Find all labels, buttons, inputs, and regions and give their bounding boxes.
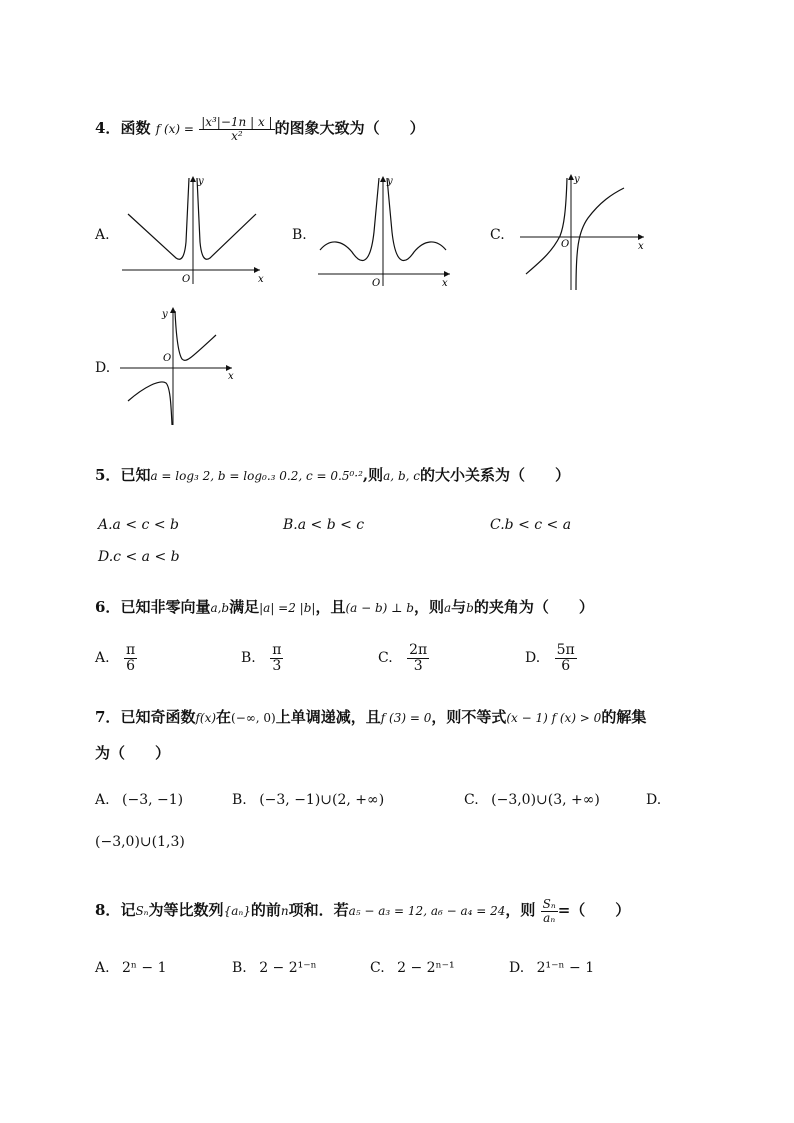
q6-perpendicular: (a − b) ⊥ b — [345, 601, 414, 615]
curve-right — [175, 311, 216, 360]
fraction-denominator: 6 — [126, 657, 136, 674]
q6-stem — [95, 596, 594, 617]
q8-option-b — [232, 960, 317, 976]
q7-text1: 已知奇函数 — [120, 708, 196, 726]
q7-text5: 的解集 — [601, 708, 647, 726]
q4-option-d-label: D. — [95, 360, 111, 376]
fraction-numerator: 2π — [409, 642, 428, 658]
curve-right — [387, 178, 446, 261]
q6-condition: |a| =2 |b| — [259, 601, 316, 615]
q8-option-b-value: 2 − 2¹⁻ⁿ — [259, 960, 317, 976]
q5-option-c: C.b < c < a — [490, 517, 572, 533]
q7-f3: f (3) = 0 — [380, 711, 432, 725]
q8-text3: 的前 — [250, 901, 281, 920]
curve-left — [128, 178, 189, 259]
x-axis-arrow — [444, 271, 450, 277]
curve-right — [576, 188, 624, 290]
q5-number: 5． — [95, 466, 121, 484]
y-label: y — [162, 309, 168, 320]
y-label: y — [198, 176, 204, 187]
q7-stem — [95, 706, 646, 727]
q8-number: 8． — [95, 901, 121, 920]
q4-graph-b — [316, 172, 456, 290]
q8-option-d-label: D. — [509, 960, 525, 976]
q4-prefix: 函数 — [120, 119, 151, 138]
curve-right — [197, 178, 256, 259]
q6-text4: ，则 — [413, 598, 444, 616]
q8-fraction — [541, 898, 558, 924]
curve-left — [128, 382, 172, 425]
q8-option-c-label: C. — [370, 960, 385, 976]
q4-denominator: x² — [231, 128, 243, 143]
fraction-denominator: 3 — [272, 657, 282, 674]
q8-option-d-value: 2¹⁻ⁿ − 1 — [536, 960, 595, 976]
q6-vector-b: b — [466, 601, 474, 615]
y-label: y — [387, 176, 393, 187]
q8-option-d — [509, 960, 594, 976]
q6-option-b-label: B. — [241, 650, 256, 667]
q6-option-a-label: A. — [95, 650, 110, 667]
q4-suffix: 的图象大致为（ ） — [274, 119, 425, 138]
q8-option-c — [370, 960, 455, 976]
fraction-denominator: 6 — [561, 657, 571, 674]
q4-option-c-label: C. — [490, 227, 505, 243]
x-axis-arrow — [638, 234, 644, 240]
q6-option-a — [95, 643, 137, 673]
q5-vars: a, b, c — [383, 469, 420, 483]
q7-text4: ，则不等式 — [431, 708, 507, 726]
q8-option-c-value: 2 − 2ⁿ⁻¹ — [397, 960, 455, 976]
curve-left — [526, 178, 570, 274]
q6-option-d — [525, 643, 577, 673]
q7-interval: (−∞, 0) — [231, 711, 276, 725]
q6-text5: 与 — [451, 598, 467, 616]
q8-option-a — [95, 960, 167, 976]
fraction-denominator: 3 — [413, 657, 423, 674]
q4-fraction — [199, 116, 274, 142]
q8-text2: 为等比数列 — [148, 901, 224, 920]
q7-inequality: (x − 1) f (x) > 0 — [506, 711, 602, 725]
q6-option-b-fraction — [270, 643, 283, 673]
y-axis-arrow — [380, 176, 386, 182]
fraction-denominator: aₙ — [543, 910, 556, 925]
q4-graph-a — [118, 172, 268, 288]
fraction-numerator: π — [272, 642, 282, 658]
q7-option-c-value: (−3,0)∪(3, +∞) — [491, 792, 600, 808]
q6-vectors: a,b — [210, 601, 230, 615]
q8-option-a-label: A. — [95, 960, 110, 976]
fraction-numerator: 5π — [556, 642, 575, 658]
q7-option-d-label: D. — [646, 792, 662, 808]
q8-an-set: {aₙ} — [223, 904, 251, 919]
x-label: x — [638, 241, 644, 252]
q8-sn: Sₙ — [135, 904, 149, 919]
q6-option-d-fraction — [555, 643, 577, 673]
origin-label: O — [561, 239, 570, 250]
origin-label: O — [372, 278, 381, 289]
q7-option-a — [95, 792, 183, 808]
q4-option-b-label: B. — [292, 227, 307, 243]
y-label: y — [574, 174, 580, 185]
q4-fx: f (x) = — [155, 122, 194, 137]
q5-expr: a = log₃ 2, b = log₀.₃ 0.2, c = 0.5⁰·² — [150, 469, 363, 483]
q8-text1: 记 — [120, 901, 136, 920]
q7-option-d-value: (−3,0)∪(1,3) — [95, 834, 185, 850]
q5-prefix: 已知 — [120, 466, 151, 484]
q6-option-b — [241, 643, 283, 673]
q8-text6: =（ ） — [557, 901, 631, 920]
q7-option-a-label: A. — [95, 792, 110, 808]
origin-label: O — [182, 274, 191, 285]
x-label: x — [442, 278, 448, 289]
q8-stem — [95, 898, 630, 924]
q6-option-c-label: C. — [378, 650, 393, 667]
q4-option-a-label: A. — [95, 227, 110, 243]
q6-option-c-fraction — [407, 643, 429, 673]
q8-n: n — [280, 904, 289, 919]
x-label: x — [258, 274, 264, 285]
x-axis-arrow — [254, 267, 260, 273]
q5-option-d: D.c < a < b — [98, 549, 180, 565]
q7-text3: 上单调递减，且 — [275, 708, 381, 726]
q5-suffix2: 的大小关系为（ ） — [419, 466, 570, 484]
q5-suffix: ,则 — [362, 466, 384, 484]
q8-text5: ，则 — [505, 901, 536, 920]
q7-option-a-value: (−3, −1) — [122, 792, 184, 808]
q8-option-a-value: 2ⁿ − 1 — [122, 960, 167, 976]
q7-stem-line2: 为（ ） — [95, 744, 171, 762]
q8-condition: a₅ − a₃ = 12, a₆ − a₄ = 24 — [348, 904, 506, 919]
q6-option-c — [378, 643, 429, 673]
q4-graph-d — [118, 303, 238, 429]
q7-option-b-value: (−3, −1)∪(2, +∞) — [259, 792, 385, 808]
q7-fx: f(x) — [195, 711, 217, 725]
q5-option-a: A.a < c < b — [98, 517, 179, 533]
fraction-numerator: π — [126, 642, 136, 658]
q7-option-b — [232, 792, 384, 808]
q6-text1: 已知非零向量 — [120, 598, 211, 616]
fraction-numerator: Sₙ — [542, 897, 556, 911]
q8-text4: 项和．若 — [288, 901, 349, 920]
q4-number: 4． — [95, 119, 121, 138]
q7-number: 7． — [95, 708, 121, 726]
q4-numerator: |x³|−1n | x | — [201, 115, 273, 129]
q7-option-c — [464, 792, 600, 808]
q6-text3: ，且 — [315, 598, 346, 616]
q6-text6: 的夹角为（ ） — [473, 598, 594, 616]
q5-stem — [95, 464, 570, 485]
q5-option-b: B.a < b < c — [283, 517, 365, 533]
q6-text2: 满足 — [229, 598, 260, 616]
q4-stem — [95, 116, 425, 142]
q7-text2: 在 — [216, 708, 232, 726]
q6-option-d-label: D. — [525, 650, 541, 667]
q8-option-b-label: B. — [232, 960, 247, 976]
q6-option-a-fraction — [124, 643, 137, 673]
q6-vector-a: a — [443, 601, 452, 615]
q4-graph-c — [516, 170, 648, 294]
q7-option-b-label: B. — [232, 792, 247, 808]
q6-number: 6． — [95, 598, 121, 616]
curve-left — [320, 178, 379, 261]
y-axis-arrow — [190, 176, 196, 182]
q7-option-c-label: C. — [464, 792, 479, 808]
x-label: x — [228, 371, 234, 382]
origin-label: O — [163, 353, 172, 364]
